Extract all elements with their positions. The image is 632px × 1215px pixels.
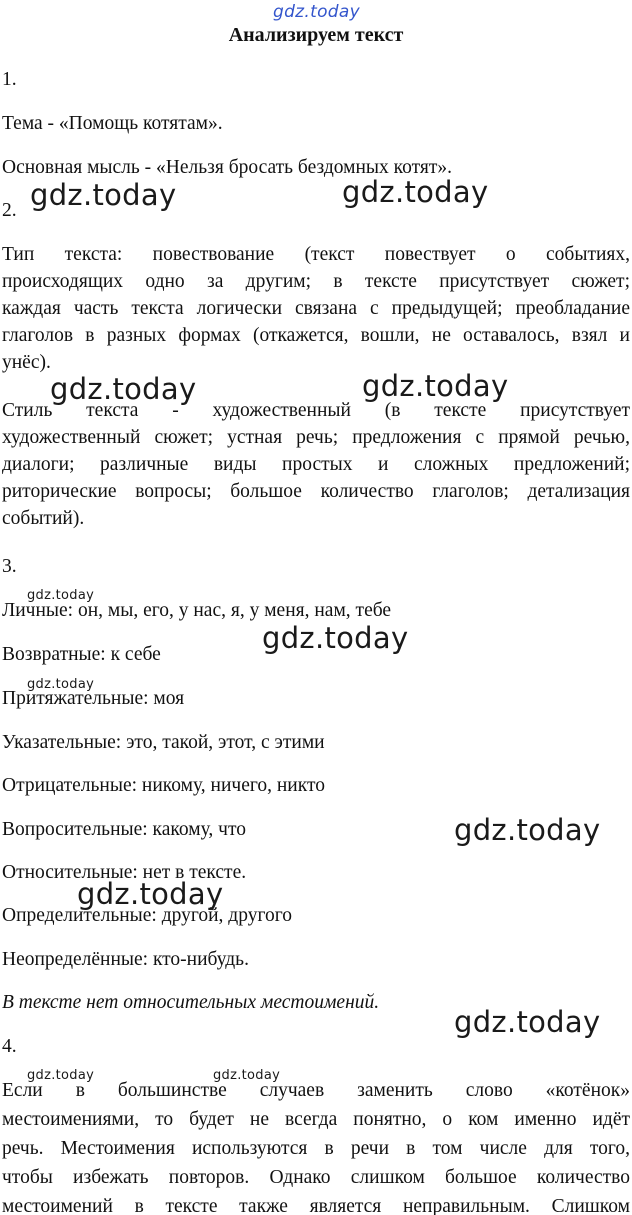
pronoun-category-line: Указательные: это, такой, этот, с этими bbox=[2, 732, 325, 753]
section-1-number: 1. bbox=[2, 69, 17, 90]
paragraph-line: речь. Местоимения используются в речи в том числе для того, bbox=[2, 1138, 630, 1159]
watermark: gdz.today bbox=[454, 1005, 601, 1039]
paragraph-line: Если в большинстве случаев заменить слово «котёнок» bbox=[2, 1080, 630, 1101]
watermark: gdz.today bbox=[213, 1068, 281, 1083]
watermark: gdz.today bbox=[77, 877, 224, 911]
section-4-number: 4. bbox=[2, 1036, 17, 1057]
watermark-top: gdz.today bbox=[273, 2, 360, 22]
bottom-clipped-area bbox=[0, 1194, 632, 1215]
watermark: gdz.today bbox=[50, 372, 197, 406]
text-type-line: происходящих одно за другим; в тексте присутствует сюжет; bbox=[2, 271, 630, 292]
text-style-line: диалоги; различные виды простых и сложных предложений; bbox=[2, 454, 630, 475]
watermark: gdz.today bbox=[454, 813, 601, 847]
pronoun-category-line: Определительные: другой, другого bbox=[2, 905, 292, 926]
text-style-line: риторические вопросы; большое количество глаголов; детализация bbox=[2, 481, 630, 502]
watermark: gdz.today bbox=[342, 175, 489, 209]
pronoun-category-line: Притяжательные: моя bbox=[2, 688, 185, 709]
text-style-line: событий). bbox=[2, 508, 85, 529]
text-style-line: Стиль текста - художественный (в тексте присутствует bbox=[2, 400, 630, 421]
watermark: gdz.today bbox=[27, 677, 95, 692]
pronoun-category-line: Относительные: нет в тексте. bbox=[2, 862, 247, 883]
pronoun-category-line: Вопросительные: какому, что bbox=[2, 819, 246, 840]
pronoun-category-line: Неопределённые: кто-нибудь. bbox=[2, 949, 249, 970]
watermark: gdz.today bbox=[30, 178, 177, 212]
text-type-line: унёс). bbox=[2, 352, 51, 373]
pronoun-category-line: Отрицательные: никому, ничего, никто bbox=[2, 775, 325, 796]
paragraph-line: местоимений в тексте также является неправильным. Слишком bbox=[2, 1196, 630, 1215]
text-style-line: художественный сюжет; устная речь; предложения с прямой речью, bbox=[2, 427, 630, 448]
text-type-line: Тип текста: повествование (текст повествует о событиях, bbox=[2, 244, 630, 265]
section-2-number: 2. bbox=[2, 200, 17, 221]
page-title: Анализируем текст bbox=[228, 24, 404, 46]
watermark: gdz.today bbox=[27, 1068, 95, 1083]
italic-note: В тексте нет относительных местоимений. bbox=[2, 992, 380, 1013]
section-3-number: 3. bbox=[2, 556, 17, 577]
text-type-line: каждая часть текста логически связана с предыдущей; преобладание bbox=[2, 298, 630, 319]
topic-line: Тема - «Помощь котятам». bbox=[2, 113, 223, 134]
paragraph-line: местоимениями, то будет не всегда понятно, о ком именно идёт bbox=[2, 1109, 630, 1130]
pronoun-category-line: Возвратные: к себе bbox=[2, 644, 161, 665]
main-idea-line: Основная мысль - «Нельзя бросать бездомных котят». bbox=[2, 157, 452, 178]
text-type-line: глаголов в разных формах (откажется, вошли, не оставалось, взял и bbox=[2, 325, 630, 346]
pronoun-category-line: Личные: он, мы, его, у нас, я, у меня, нам, тебе bbox=[2, 600, 392, 621]
watermark: gdz.today bbox=[362, 369, 509, 403]
watermark: gdz.today bbox=[262, 621, 409, 655]
paragraph-line: чтобы избежать повторов. Однако слишком большое количество bbox=[2, 1167, 630, 1188]
watermark: gdz.today bbox=[27, 588, 95, 603]
